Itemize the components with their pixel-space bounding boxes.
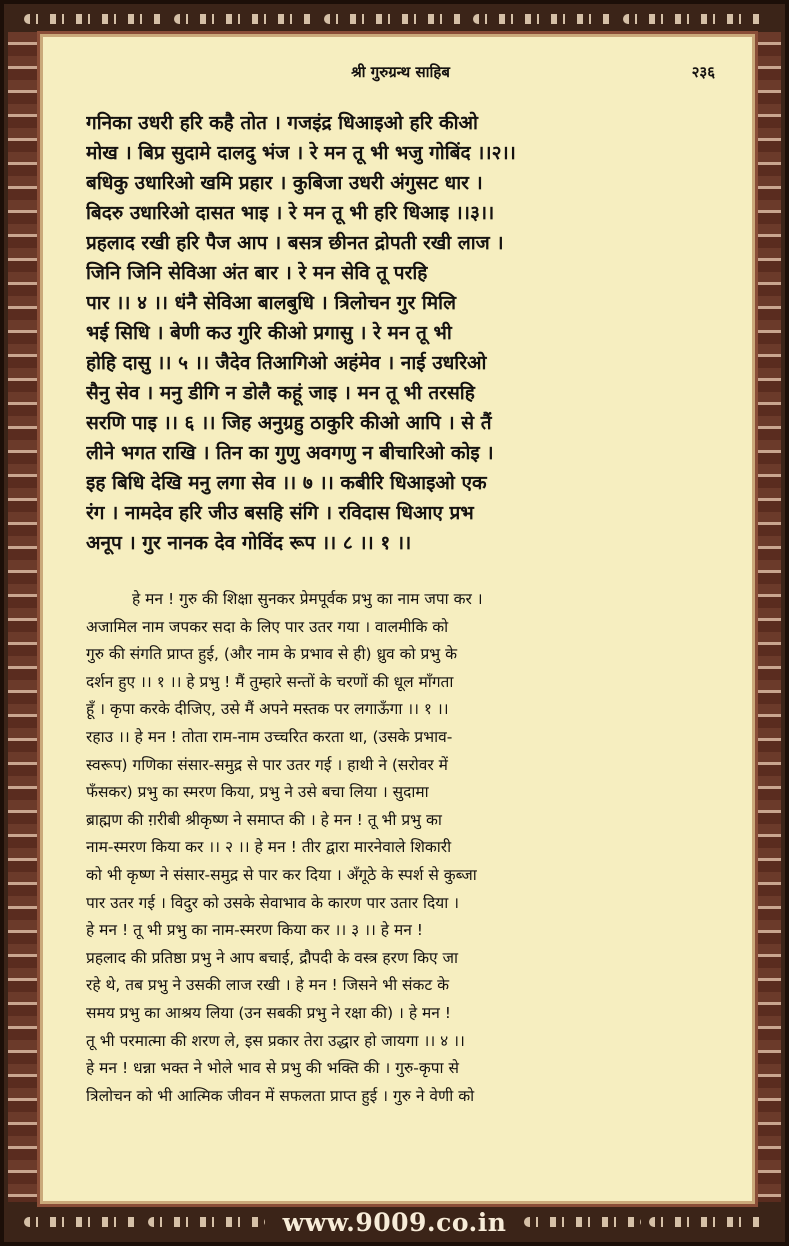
verse-line: भई सिधि । बेणी कउ गुरि कीओ प्रगासु । रे मन तू भी: [86, 322, 452, 344]
verse-line: सरणि पाइ ।। ६ ।। जिह अनुग्रहु ठाकुरि कीओ आपि । से तैं: [86, 412, 492, 434]
site-url-link[interactable]: www.9009.co.in: [282, 1207, 507, 1237]
left-border-ornament: [8, 32, 38, 1202]
translation-block: [86, 586, 715, 1110]
page-number: २३६: [691, 63, 715, 81]
verse-line: जिनि जिनि सेविआ अंत बार । रे मन सेवि तू परहि: [86, 262, 428, 284]
translation-line: हूँ । कृपा करके दीजिए, उसे मैं अपने मस्तक पर लगाऊँगा ।। १ ।।: [86, 700, 449, 719]
verse-line: बधिकु उधारिओ खमि प्रहार । कुबिजा उधरी अंगुसट धार ।: [86, 172, 483, 194]
verse-line: प्रहलाद रखी हरि पैज आप । बसत्र छीनत द्रोपती रखी लाज ।: [86, 232, 504, 254]
translation-line: गुरु की संगति प्राप्त हुई, (और नाम के प्रभाव से ही) ध्रुव को प्रभु के: [86, 645, 457, 664]
verse-line: पार ।। ४ ।। धंनै सेविआ बालबुधि । त्रिलोचन गुर मिलि: [86, 292, 456, 314]
translation-line: दर्शन हुए ।। १ ।। हे प्रभु ! मैं तुम्हारे सन्तों के चरणों की धूल माँगता: [86, 672, 454, 691]
translation-line: रहे थे, तब प्रभु ने उसकी लाज रखी । हे मन ! जिसने भी संकट के: [86, 976, 450, 995]
bottom-border-ornament: [10, 1204, 779, 1240]
translation-line: पार उतर गई । विदुर को उसके सेवाभाव के कारण पार उतार दिया ।: [86, 893, 460, 912]
verse-line: सैनु सेव । मनु डीगि न डोलै कहूं जाइ । मन तू भी तरसहि: [86, 382, 475, 404]
translation-line: हे मन ! तू भी प्रभु का नाम-स्मरण किया कर ।। ३ ।। हे मन !: [86, 921, 423, 940]
translation-line: को भी कृष्ण ने संसार-समुद्र से पार कर दिया । अँगूठे के स्पर्श से कुब्जा: [86, 865, 477, 884]
translation-line: स्वरूप) गणिका संसार-समुद्र से पार उतर गई । हाथी ने (सरोवर में: [86, 755, 448, 774]
verse-block: [86, 108, 715, 558]
verse-line: बिदरु उधारिओ दासत भाइ । रे मन तू भी हरि धिआइ ।।३।।: [86, 202, 495, 224]
translation-line: समय प्रभु का आश्रय लिया (उन सबकी प्रभु ने रक्षा की) । हे मन !: [86, 1003, 452, 1022]
page-title: श्री गुरुग्रन्थ साहिब: [351, 63, 450, 81]
translation-line: हे मन ! गुरु की शिक्षा सुनकर प्रेमपूर्वक प्रभु का नाम जपा कर ।: [132, 590, 483, 608]
translation-line: तू भी परमात्मा की शरण ले, इस प्रकार तेरा उद्धार हो जायगा ।। ४ ।।: [86, 1031, 465, 1050]
verse-line: अनूप । गुर नानक देव गोविंद रूप ।। ८ ।। १ ।।: [86, 532, 412, 554]
page-paper: [40, 34, 755, 1204]
verse-line: लीने भगत राखि । तिन का गुणु अवगणु न बीचारिओ कोइ ।: [86, 442, 494, 464]
page-header: [86, 62, 715, 92]
verse-line: मोख । बिप्र सुदामे दालदु भंज । रे मन तू भी भजु गोबिंद ।।२।।: [86, 142, 516, 164]
verse-line: रंग । नामदेव हरि जीउ बसहि संगि । रविदास धिआए प्रभ: [86, 502, 474, 524]
translation-line: ब्राह्मण की ग़रीबी श्रीकृष्ण ने समाप्त की । हे मन ! तू भी प्रभु का: [86, 810, 442, 829]
translation-line: प्रहलाद की प्रतिष्ठा प्रभु ने आप बचाई, द्रौपदी के वस्त्र हरण किए जा: [86, 948, 459, 967]
translation-line: हे मन ! धन्ना भक्त ने भोले भाव से प्रभु की भक्ति की । गुरु-कृपा से: [86, 1059, 459, 1078]
translation-line: नाम-स्मरण किया कर ।। २ ।। हे मन ! तीर द्वारा मारनेवाले शिकारी: [86, 838, 452, 857]
right-border-ornament: [751, 32, 781, 1202]
verse-line: होहि दासु ।। ५ ।। जैदेव तिआगिओ अहंमेव । नाई उधरिओ: [86, 352, 487, 374]
top-border-ornament: [10, 8, 779, 30]
verse-line: गनिका उधरी हरि कहै तोत । गजइंद्र धिआइओ हरि कीओ: [86, 112, 478, 134]
translation-line: अजामिल नाम जपकर सदा के लिए पार उतर गया । वालमीकि को: [86, 617, 449, 636]
translation-line: फँसकर) प्रभु का स्मरण किया, प्रभु ने उसे बचा लिया । सुदामा: [86, 783, 429, 802]
translation-line: त्रिलोचन को भी आत्मिक जीवन में सफलता प्राप्त हुई । गुरु ने वेणी को: [86, 1086, 475, 1105]
verse-line: इह बिधि देखि मनु लगा सेव ।। ७ ।। कबीरि धिआइओ एक: [86, 472, 487, 494]
translation-line: रहाउ ।। हे मन ! तोता राम-नाम उच्चरित करता था, (उसके प्रभाव-: [86, 727, 453, 746]
